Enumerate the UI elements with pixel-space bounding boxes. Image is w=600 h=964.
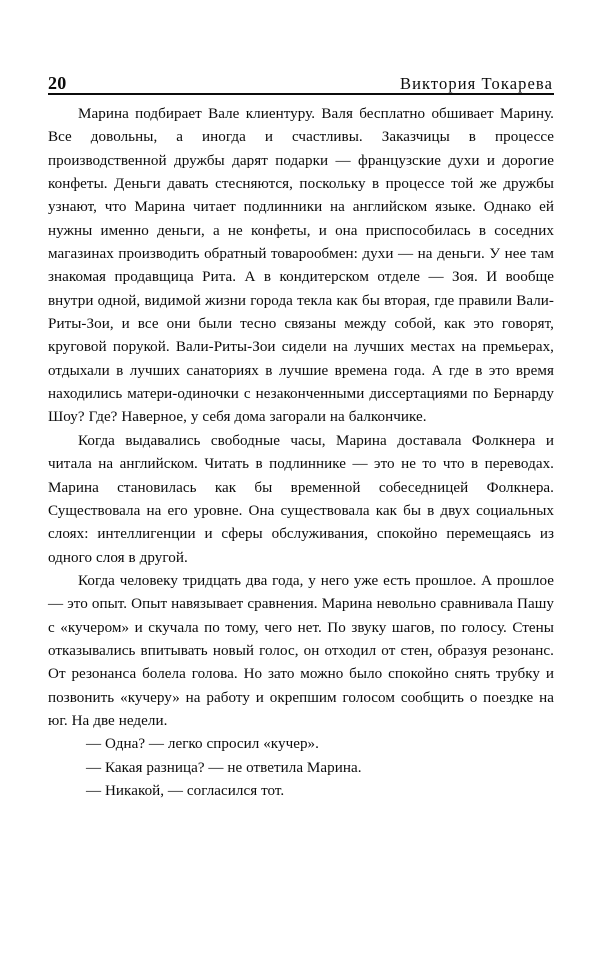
paragraph: Когда выдавались свободные часы, Марина доставала Фолкнера и читала на английском. Читать в подлиннике — это не то что в переводах. Марина становилась как бы временной собеседницей Фолкнера. Существовала на его уровне. Она существовала как бы в двух социальных слоях: интеллигенции и сферы обслуживания, спокойно перемещаясь из одного слоя в другой. — [48, 432, 554, 566]
author-name: Виктория Токарева — [399, 73, 553, 93]
dialogue-line: — Одна? — легко спросил «кучер». — [86, 736, 319, 753]
dialogue-line: — Никакой, — согласился тот. — [86, 782, 285, 799]
body-text — [48, 103, 554, 803]
page-number: 20 — [48, 73, 67, 93]
running-head — [48, 66, 553, 92]
header-rule — [48, 93, 554, 95]
dialogue-line: — Какая разница? — не ответила Марина. — [86, 759, 362, 776]
paragraph: Когда человеку тридцать два года, у него уже есть прошлое. А прошлое — это опыт. Опыт навязывает сравнения. Марина невольно сравнивала Пашу с «кучером» и скучала по тому, чего нет. По звуку шагов, по голосу. Стены отказывались впитывать новый голос, он отходил от стен, образуя резонанс. От резонанса болела голова. Но зато можно было спокойно снять трубку и позвонить «кучеру» на работу и окрепшим голосом сообщить о поездке на юг. На две недели. — [48, 572, 554, 729]
paragraph: Марина подбирает Вале клиентуру. Валя бесплатно обшивает Марину. Все довольны, а иногда и счастливы. Заказчицы в процессе производственной дружбы дарят подарки — французские духи и дорогие конфеты. Деньги давать стесняются, поскольку в процессе той же дружбы узнают, что Марина читает подлинники на английском языке. Однако ей нужны именно деньги, а не конфеты, и она приспособилась в соседних магазинах производить обратный товарообмен: духи — на деньги. У нее там знакомая продавщица Рита. А в кондитерском отделе — Зоя. И вообще внутри одной, видимой жизни города текла как бы вторая, где правили Вали-Риты-Зои, и все они были тесно связаны между собой, как это говорят, круговой порукой. Вали-Риты-Зои сидели на лучших местах на премьерах, отдыхали в лучших санаториях в лучшие времена года. А где в это время находились матери-одиночки с незаконченными диссертациями по Бернарду Шоу? Где? Наверное, у себя дома загорали на балкончике. — [48, 106, 554, 426]
